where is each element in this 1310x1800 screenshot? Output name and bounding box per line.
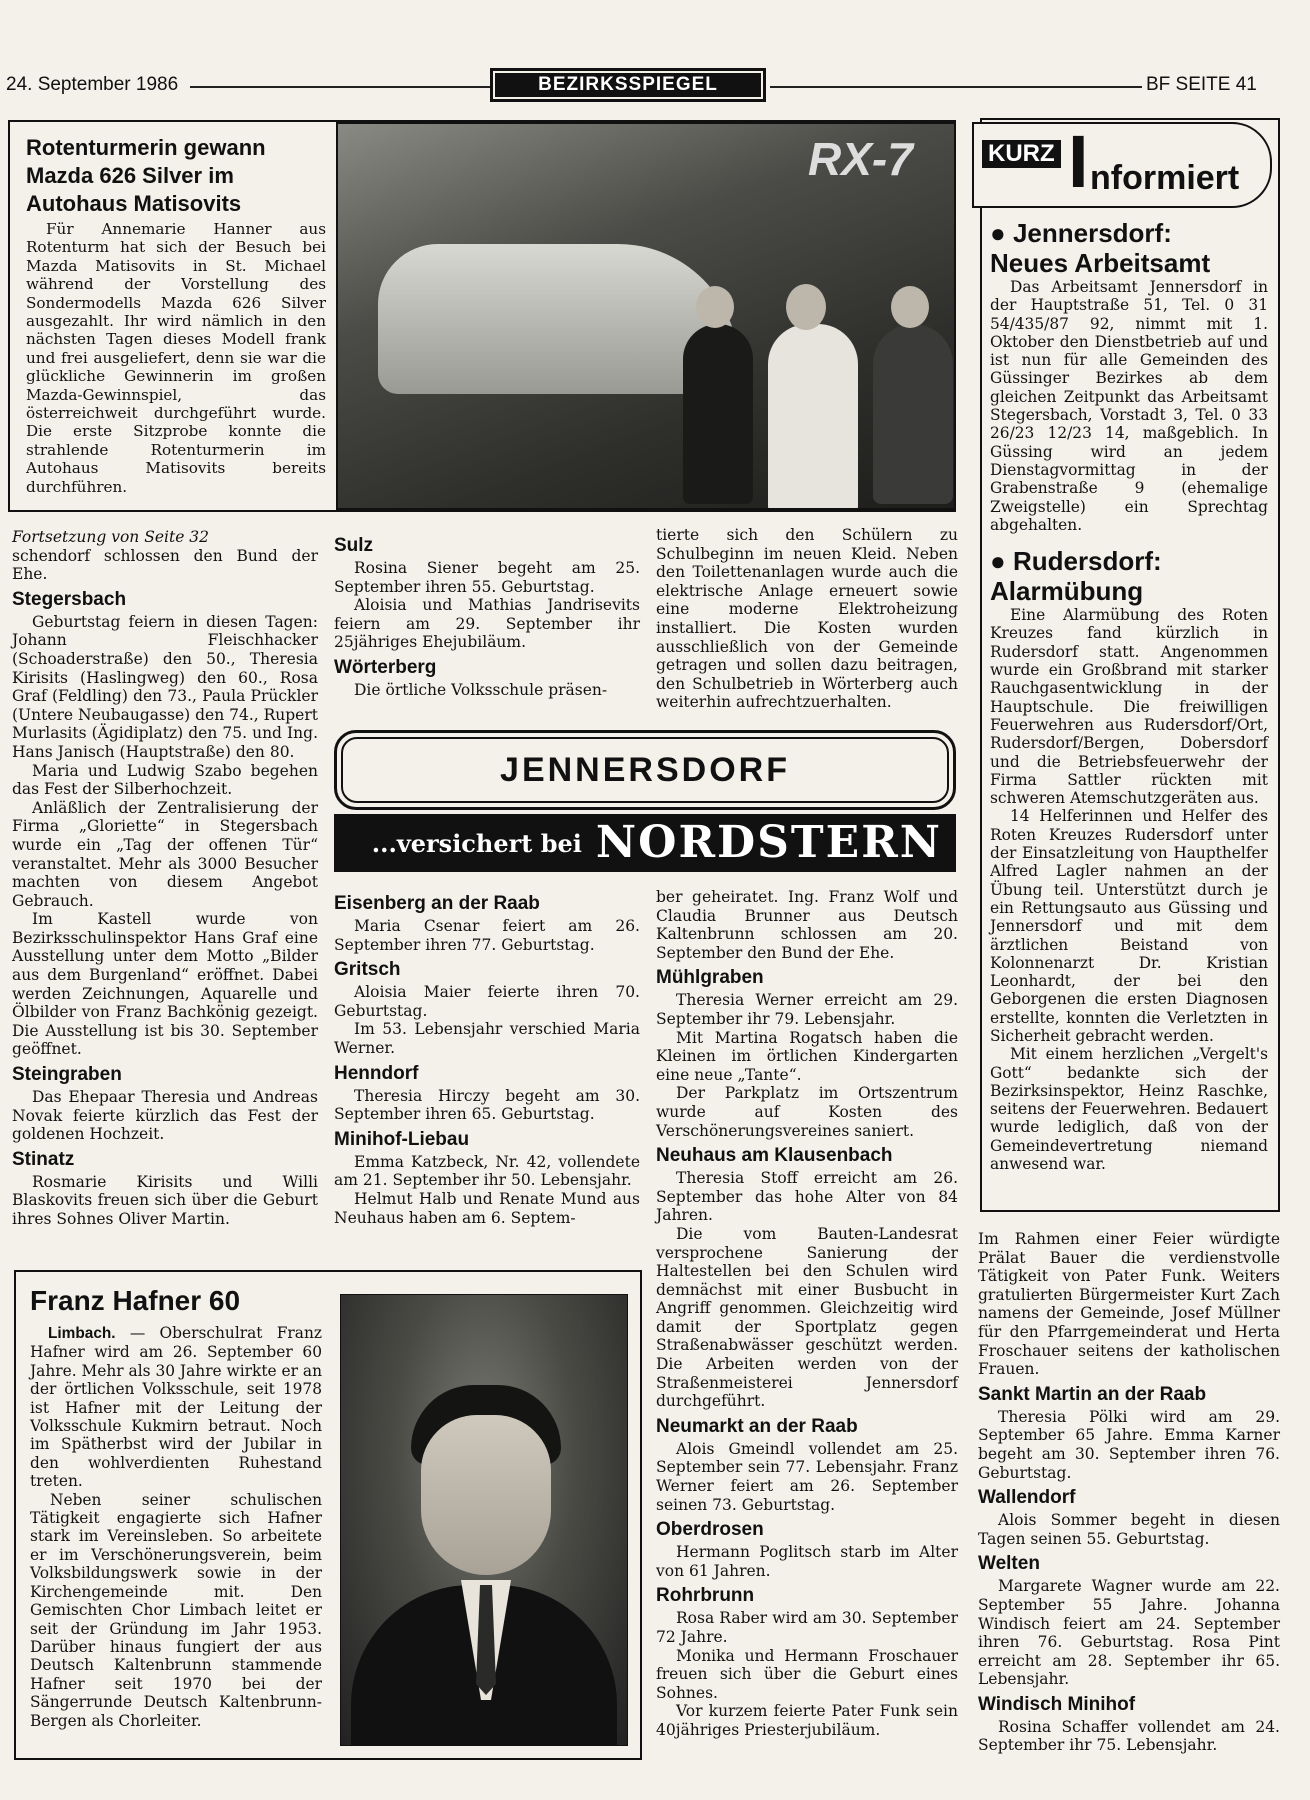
photo-person	[873, 324, 953, 504]
jennersdorf-banner	[334, 730, 956, 810]
kurz-item-title-text: Rudersdorf:	[1012, 546, 1162, 577]
heading-neuhaus: Neuhaus am Klausenbach	[656, 1145, 893, 1167]
paragraph: Aloisia und Mathias Jandrisevits feiern am 29. September ihr 25jähriges Ehejubiläum.	[334, 596, 640, 652]
heading-stegersbach: Stegersbach	[12, 588, 127, 610]
paragraph: Maria Csenar feiert am 26. September ihren 77. Geburtstag.	[334, 917, 640, 954]
kurz-item-1-text	[990, 278, 1268, 534]
col3-bottom	[656, 888, 958, 1740]
kurz-content	[990, 218, 1268, 1173]
hafner-place: Limbach.	[48, 1325, 116, 1342]
photo-person	[768, 324, 858, 510]
paragraph: Theresia Pölki wird am 29. September 65 Jahre. Emma Karner begeht am 30. September ihren 76. Geburtstag.	[978, 1407, 1280, 1482]
heading-rohrbrunn: Rohrbrunn	[656, 1585, 755, 1607]
hafner-portrait	[340, 1294, 628, 1746]
kurz-item-2-title	[990, 546, 1268, 606]
paragraph: Margarete Wagner wurde am 22. September 55 Jahre. Johanna Windisch feiert am 24. September ihren 76. Geburtstag. Rosa Pint erreicht am 28. September ihr 65. Lebensjahr.	[978, 1577, 1280, 1689]
paragraph: Neben seiner schulischen Tätigkeit engagierte sich Hafner stark im Vereinsleben. So arbeitete er im Verschönerungsverein, beim Volksbildungswerk sowie in der Kirchengemeinde mit. Den Gemischten Chor Limbach leitet er seit der Gründung im Jahr 1953. Darüber hinaus fungiert der aus Deutsch Kaltenbrunn stammende Hafner seit 1970 bei der Sängerrunde Deutsch Kaltenbrunn-Bergen als Chorleiter.	[30, 1490, 322, 1730]
heading-welten: Welten	[978, 1553, 1040, 1575]
paragraph: Alois Sommer begeht in diesen Tagen seinen 55. Geburtstag.	[978, 1511, 1280, 1548]
kurz-paragraph: 14 Helferinnen und Helfer des Roten Kreuzes Rudersdorf unter der Einsatzleitung von Haupthelfer Alfred Lagler nahmen an der Übung teil. Unterstützt durch je ein Rettungsauto aus Güssing und Jennersdorf und mit dem ärztlichen Beistand von Kolonnenarzt Dr. Kristian Leonhardt, der bei den Geborgenen die ersten Diagnosen erstellte, konnten die Verletzten in Sicherheit gebracht werden.	[990, 807, 1268, 1045]
col1	[12, 528, 318, 1229]
photo-person-head	[696, 286, 734, 328]
paragraph: Helmut Halb und Renate Mund aus Neuhaus haben am 6. Septem-	[334, 1189, 640, 1227]
jennersdorf-banner-inner	[341, 737, 949, 803]
col4-bottom	[978, 1230, 1280, 1755]
portrait-face	[421, 1415, 551, 1575]
heading-stinatz: Stinatz	[12, 1148, 75, 1170]
kurz-item-2-text	[990, 606, 1268, 1173]
paragraph: Im Kastell wurde von Bezirksschulinspektor Hans Graf eine Ausstellung unter dem Motto „Bilder aus dem Burgenland“ eröffnet. Dabei werden Zeichnungen, Aquarelle und Ölbilder von Franz Bachkönig gezeigt. Die Ausstellung ist bis 30. September geöffnet.	[12, 910, 318, 1059]
hafner-dash: —	[129, 1324, 146, 1342]
heading-woerterberg: Wörterberg	[334, 656, 437, 678]
kurz-item-title-line	[990, 218, 1268, 248]
kurz-item-title-line: Alarmübung	[990, 576, 1144, 607]
header-date: 24. September 1986	[6, 74, 179, 95]
paragraph: Maria und Ludwig Szabo begehen das Fest der Silberhochzeit.	[12, 761, 318, 799]
kurz-item-title-text: Jennersdorf:	[1012, 218, 1172, 248]
paragraph: Der Parkplatz im Ortszentrum wurde auf Kosten des Verschönerungsvereines saniert.	[656, 1084, 958, 1140]
mazda-title-line: Autohaus Matisovits	[26, 191, 242, 216]
col2-top	[334, 530, 640, 700]
paragraph: Rosa Raber wird am 30. September 72 Jahre.	[656, 1609, 958, 1646]
heading-steingraben: Steingraben	[12, 1064, 122, 1086]
banner-title: JENNERSDORF	[500, 750, 790, 789]
col2-bottom	[334, 888, 640, 1227]
kurz-item-title-line: Neues Arbeitsamt	[990, 248, 1211, 278]
kurz-paragraph: Eine Alarmübung des Roten Kreuzes fand kürzlich in Rudersdorf statt. Angenommen wurde ein Großbrand mit starker Rauchgasentwicklung in der Hauptschule. Die freiwilligen Feuerwehren aus Rudersdorf/Ort, Rudersdorf/Bergen, Dobersdorf und die Betriebsfeuerwehr der Firma Sattler rückten mit schweren Atemschutzgeräten aus.	[990, 606, 1268, 808]
paragraph: Die vom Bauten-Landesrat versprochene Sanierung der Haltestellen bei den Schulen wird demnächst mit einer Busbucht in Angriff genommen. Gleichzeitig wird damit der Sportplatz gegen Straßenabwässer geschützt werden. Die Arbeiten werden von der Straßenmeisterei Jennersdorf durchgeführt.	[656, 1224, 958, 1411]
header-rule-right	[770, 86, 1142, 88]
bullet-icon: ●	[990, 546, 1013, 577]
continued-note: Fortsetzung von Seite 32	[12, 528, 210, 546]
paragraph: Rosmarie Kirisits und Willi Blaskovits freuen sich über die Geburt ihres Sohnes Oliver Martin.	[12, 1172, 318, 1228]
hafner-title: Franz Hafner 60	[30, 1285, 241, 1316]
heading-eisenberg: Eisenberg an der Raab	[334, 893, 540, 914]
kurz-paragraph: Das Arbeitsamt Jennersdorf in der Hauptstraße 51, Tel. 0 31 54/435/87 92, nimmt mit 1. Oktober den Dienstbetrieb auf und ist nun für alle Gemeinden des Güssinger Bezirkes ab dem gleichen Zeitpunkt das Arbeitsamt Stegersbach, Vorstadt 3, Tel. 0 33 26/23 12/23 14, maßgeblich. In Güssing wird an jedem Dienstagvormittag in der Grabenstraße 9 (ehemalige Zweigstelle) ein Sprechtag abgehalten.	[990, 278, 1268, 534]
kurz-informiert: nformiert	[1090, 159, 1240, 197]
photo-person	[683, 324, 753, 504]
kurz-paragraph: Mit einem herzlichen „Vergelt's Gott“ bedankte sich der Bezirksinspektor, Heinz Raschke, seitens der Feuerwehren. Bedauert wurde lediglich, daß von der Gemeindevertretung niemand anwesend war.	[990, 1045, 1268, 1174]
banner-sub: ...versichert bei	[371, 828, 582, 858]
paragraph: Rosina Schaffer vollendet am 24. September ihr 75. Lebensjahr.	[978, 1717, 1280, 1755]
mazda-paragraph: Für Annemarie Hanner aus Rotenturm hat sich der Besuch bei Mazda Matisovits in St. Michael während der Vorstellung des Sondermodells Mazda 626 Silver ausgezahlt. Ihr wird nämlich in den nächsten Tagen dieses Modell frank und frei ausgeliefert, denn sie war die glückliche Gewinnerin im großen Mazda-Gewinnspiel, das österreichweit durchgeführt wurde. Die erste Sitzprobe konnte die strahlende Rotenturmerin im Autohaus Matisovits bereits durchführen.	[26, 220, 326, 496]
heading-wallendorf: Wallendorf	[978, 1487, 1076, 1509]
paragraph: Aloisia Maier feierte ihren 70. Geburtstag.	[334, 983, 640, 1020]
hafner-lead-text: Oberschulrat Franz Hafner wird am 26. September 60 Jahre. Mehr als 30 Jahre wirkte er an der örtlichen Volksschule, seit 1978 ist Hafner mit der Leitung der Volksschule Kukmirn betraut. Noch im Spätherbst wird der Jubilar in den wohlverdienten Ruhestand treten.	[30, 1324, 322, 1491]
section-label	[490, 68, 766, 102]
mazda-title	[26, 134, 336, 218]
paragraph: Hermann Poglitsch starb im Alter von 61 Jahren.	[656, 1543, 958, 1580]
photo-sign: RX-7	[808, 133, 913, 185]
heading-windisch-minihof: Windisch Minihof	[978, 1693, 1136, 1715]
heading-muehlgraben: Mühlgraben	[656, 967, 764, 989]
section-label-inner: BEZIRKSSPIEGEL	[495, 73, 761, 97]
mazda-title-line: Mazda 626 Silver im	[26, 163, 234, 188]
kurz-big-i: I	[1068, 120, 1089, 203]
paragraph: Theresia Hirczy begeht am 30. September ihren 65. Geburtstag.	[334, 1086, 640, 1124]
paragraph: Das Ehepaar Theresia und Andreas Novak feierte kürzlich das Fest der goldenen Hochzeit.	[12, 1088, 318, 1144]
photo-person-head	[891, 286, 929, 328]
col3-top	[656, 526, 958, 712]
heading-sulz: Sulz	[334, 535, 374, 556]
paragraph: Vor kurzem feierte Pater Funk sein 40jähriges Priesterjubiläum.	[656, 1702, 958, 1739]
kurz-item-title-line	[990, 546, 1268, 576]
heading-minihof-liebau: Minihof-Liebau	[334, 1128, 470, 1150]
photo-person-head	[786, 284, 826, 330]
paragraph: Monika und Hermann Froschauer freuen sich über die Geburt eines Sohnes.	[656, 1646, 958, 1702]
kurz-logo	[972, 118, 1276, 210]
bullet-icon: ●	[990, 218, 1013, 248]
kurz-item-1-title	[990, 218, 1268, 278]
hafner-lead	[30, 1324, 322, 1491]
paragraph: Im 53. Lebensjahr verschied Maria Werner.	[334, 1020, 640, 1057]
paragraph: Mit Martina Rogatsch haben die Kleinen im örtlichen Kindergarten eine neue „Tante“.	[656, 1028, 958, 1084]
banner-brand: NORDSTERN	[595, 817, 942, 868]
kurz-label: KURZ	[982, 140, 1061, 168]
heading-oberdrosen: Oberdrosen	[656, 1519, 764, 1541]
paragraph: Emma Katzbeck, Nr. 42, vollendete am 21. September ihr 50. Lebensjahr.	[334, 1152, 640, 1190]
paragraph: ber geheiratet. Ing. Franz Wolf und Claudia Brunner aus Deutsch Kaltenbrunn schlossen am 20. September den Bund der Ehe.	[656, 888, 958, 962]
paragraph: Im Rahmen einer Feier würdigte Prälat Bauer die verdienstvolle Tätigkeit von Pater Funk. Weiters gratulierten Bürgermeister Kurt Zach namens der Gemeinde, Josef Müllner für den Pfarrgemeinderat und Herta Froschauer seitens der katholischen Frauen.	[978, 1230, 1280, 1379]
paragraph: tierte sich den Schülern zu Schulbeginn im neuen Kleid. Neben den Toilettenanlagen wurde auch die elektrische Anlage erneuert sowie eine moderne Elektroheizung installiert. Die Kosten wurden ausschließlich von der Gemeinde getragen und sollen dazu beitragen, den Schulbetrieb in Wörterberg auch weiterhin aufrechtzuerhalten.	[656, 526, 958, 712]
header-rule-left	[190, 86, 490, 88]
col1-lead: schendorf schlossen den Bund der Ehe.	[12, 546, 318, 584]
paragraph: Die örtliche Volksschule präsen-	[354, 680, 608, 699]
header-page: BF SEITE 41	[1146, 74, 1257, 95]
hafner-text	[30, 1324, 322, 1730]
paragraph: Theresia Stoff erreicht am 26. September das hohe Alter von 84 Jahren.	[656, 1169, 958, 1225]
paragraph: Alois Gmeindl vollendet am 25. September sein 77. Lebensjahr. Franz Werner feiert am 26. September seinen 73. Geburtstag.	[656, 1439, 958, 1514]
paragraph: Rosina Siener begeht am 25. September ihren 55. Geburtstag.	[334, 559, 640, 596]
nordstern-bar	[334, 814, 956, 872]
mazda-photo	[336, 122, 956, 510]
mazda-text	[26, 220, 326, 496]
paragraph: Geburtstag feiern in diesen Tagen: Johann Fleischhacker (Schoaderstraße) den 50., Theresia Kirisits (Haslingweg) den 60., Rosa Graf (Feldling) den 73., Paula Prückler (Untere Neubaugasse) den 74., Rupert Murlasits (Ägidiplatz) den 75. und Ing. Hans Janisch (Hauptstraße) den 80.	[12, 612, 318, 761]
mazda-title-line: Rotenturmerin gewann	[26, 135, 266, 160]
paragraph: Theresia Werner erreicht am 29. September ihr 79. Lebensjahr.	[656, 991, 958, 1028]
heading-neumarkt: Neumarkt an der Raab	[656, 1415, 858, 1437]
heading-henndorf: Henndorf	[334, 1062, 419, 1084]
heading-sankt-martin: Sankt Martin an der Raab	[978, 1383, 1207, 1405]
paragraph: Anläßlich der Zentralisierung der Firma „Gloriette“ in Stegersbach wurde ein „Tag der offenen Tür“ veranstaltet. Mehr als 3000 Besucher machten von diesem Angebot Gebrauch.	[12, 798, 318, 910]
heading-gritsch: Gritsch	[334, 959, 401, 981]
